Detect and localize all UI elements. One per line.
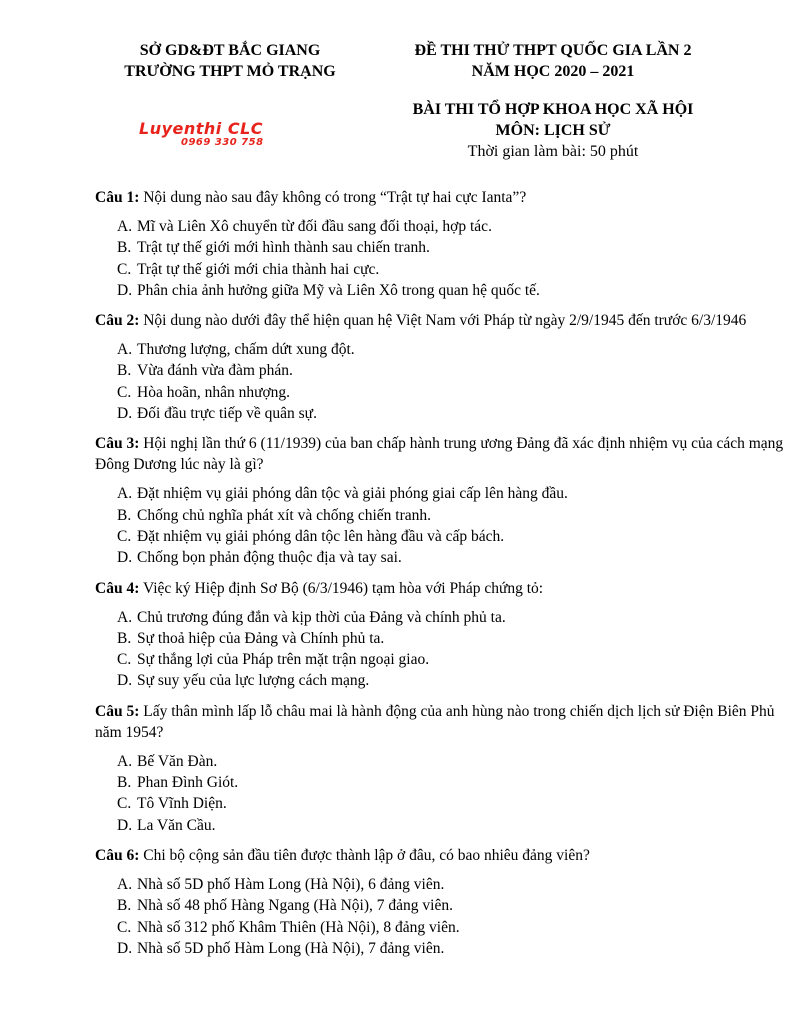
question-6 xyxy=(95,845,785,959)
answer-letter: A. xyxy=(117,218,133,235)
answer-letter: C. xyxy=(117,918,132,936)
answer-text: Phân chia ảnh hưởng giữa Mỹ và Liên Xô trong quan hệ quốc tế. xyxy=(137,281,540,299)
answer-text: La Văn Cầu. xyxy=(137,816,216,834)
answer-letter: C. xyxy=(117,260,132,278)
answer-list xyxy=(117,607,785,692)
answer-letter: B. xyxy=(117,897,132,915)
answer-text: Đối đầu trực tiếp về quân sự. xyxy=(137,405,317,423)
answer-letter: C. xyxy=(117,527,132,545)
school-info xyxy=(95,40,365,82)
answer-text: Sự thoả hiệp của Đảng và Chính phủ ta. xyxy=(137,629,385,647)
answer-text: Nhà số 5D phố Hàm Long (Hà Nội), 6 đảng viên. xyxy=(137,875,445,893)
question-number: Câu 1: xyxy=(95,189,140,206)
answer-letter: B. xyxy=(117,506,132,524)
answer-option xyxy=(117,670,785,691)
answer-letter: B. xyxy=(117,362,132,380)
answer-text: Trật tự thế giới mới hình thành sau chiến tranh. xyxy=(137,239,430,257)
answer-option xyxy=(117,505,785,526)
question-text: Chi bộ cộng sản đầu tiên được thành lập ở đâu, có bao nhiêu đảng viên? xyxy=(143,846,590,864)
answer-option xyxy=(117,938,785,959)
question-stem xyxy=(95,310,785,331)
question-number: Câu 5: xyxy=(95,702,140,720)
answer-letter: B. xyxy=(117,629,132,647)
answer-text: Đặt nhiệm vụ giải phóng dân tộc lên hàng đầu và cấp bách. xyxy=(137,527,505,545)
answer-letter: D. xyxy=(117,939,133,957)
answer-letter: D. xyxy=(117,281,133,299)
question-number: Câu 2: xyxy=(95,312,140,330)
question-text: Nội dung nào dưới đây thể hiện quan hệ Việt Nam với Pháp từ ngày 2/9/1945 đến trước 6/3/1946 xyxy=(143,312,747,330)
answer-letter: B. xyxy=(117,239,132,257)
answer-letter: A. xyxy=(117,752,133,770)
answer-option xyxy=(117,815,785,836)
question-stem xyxy=(95,701,785,743)
answer-letter: D. xyxy=(117,672,133,690)
question-4 xyxy=(95,578,785,692)
answer-letter: A. xyxy=(117,341,133,359)
question-number: Câu 3: xyxy=(95,435,140,453)
exam-info xyxy=(378,40,728,162)
exam-header xyxy=(0,40,800,170)
answer-text: Chống bọn phản động thuộc địa và tay sai. xyxy=(137,549,402,567)
question-stem xyxy=(95,187,785,208)
answer-text: Thương lượng, chấm dứt xung đột. xyxy=(137,341,355,359)
answer-list xyxy=(117,339,785,424)
answer-text: Mĩ và Liên Xô chuyển từ đối đầu sang đối thoại, hợp tác. xyxy=(137,218,492,235)
answer-letter: C. xyxy=(117,651,132,669)
question-number: Câu 6: xyxy=(95,846,140,864)
exam-title: ĐỀ THI THỬ THPT QUỐC GIA LẦN 2 xyxy=(414,42,692,59)
answer-option xyxy=(117,547,785,568)
question-number: Câu 4: xyxy=(95,579,140,597)
question-text: Nội dung nào sau đây không có trong “Trật tự hai cực Ianta”? xyxy=(143,189,527,206)
question-stem xyxy=(95,845,785,866)
answer-text: Bế Văn Đàn. xyxy=(137,752,218,770)
answer-text: Tô Vĩnh Diện. xyxy=(137,795,227,813)
question-stem xyxy=(95,433,785,475)
question-stem xyxy=(95,578,785,599)
answer-option xyxy=(117,382,785,403)
answer-text: Nhà số 48 phố Hàng Ngang (Hà Nội), 7 đảng viên. xyxy=(137,897,453,915)
answer-letter: C. xyxy=(117,795,132,813)
answer-letter: A. xyxy=(117,875,133,893)
answer-option xyxy=(117,874,785,895)
answer-text: Vừa đánh vừa đàm phán. xyxy=(137,362,293,380)
answer-option xyxy=(117,360,785,381)
answer-option xyxy=(117,607,785,628)
answer-text: Chủ trương đúng đắn và kịp thời của Đảng và chính phủ ta. xyxy=(137,608,506,626)
watermark-name: Luyenthi CLC xyxy=(139,119,264,138)
duration: Thời gian làm bài: 50 phút xyxy=(467,143,639,160)
answer-option xyxy=(117,895,785,916)
question-5 xyxy=(95,701,785,836)
test-name: BÀI THI TỔ HỢP KHOA HỌC XÃ HỘI xyxy=(412,101,694,118)
answer-text: Sự thắng lợi của Pháp trên mặt trận ngoại giao. xyxy=(137,651,430,669)
answer-list xyxy=(117,874,785,959)
subject: MÔN: LỊCH SỬ xyxy=(495,122,611,139)
question-list xyxy=(95,187,785,968)
answer-letter: A. xyxy=(117,608,133,626)
answer-letter: A. xyxy=(117,485,133,503)
question-text: Hội nghị lần thứ 6 (11/1939) của ban chấp hành trung ương Đảng đã xác định nhiệm vụ của cách mạng Đông Dương lúc này là gì? xyxy=(95,435,784,474)
answer-option xyxy=(117,483,785,504)
answer-option xyxy=(117,339,785,360)
answer-option xyxy=(117,751,785,772)
answer-letter: D. xyxy=(117,405,133,423)
answer-list xyxy=(117,216,785,301)
question-3 xyxy=(95,433,785,568)
question-text: Việc ký Hiệp định Sơ Bộ (6/3/1946) tạm hòa với Pháp chứng tỏ: xyxy=(142,579,544,597)
answer-text: Sự suy yếu của lực lượng cách mạng. xyxy=(137,672,370,690)
answer-option xyxy=(117,917,785,938)
answer-option xyxy=(117,526,785,547)
answer-option xyxy=(117,216,785,237)
answer-option xyxy=(117,628,785,649)
school-name: TRƯỜNG THPT MỎ TRẠNG xyxy=(124,63,336,80)
watermark-stamp xyxy=(139,119,339,155)
watermark-phone: 0969 330 758 xyxy=(181,137,264,148)
answer-text: Nhà số 312 phố Khâm Thiên (Hà Nội), 8 đảng viên. xyxy=(137,918,460,936)
answer-text: Phan Đình Giót. xyxy=(137,774,239,792)
answer-text: Trật tự thế giới mới chia thành hai cực. xyxy=(137,260,380,278)
answer-text: Chống chủ nghĩa phát xít và chống chiến tranh. xyxy=(137,506,432,524)
answer-list xyxy=(117,483,785,568)
question-1 xyxy=(95,187,785,301)
question-2 xyxy=(95,310,785,424)
answer-letter: D. xyxy=(117,816,133,834)
answer-letter: B. xyxy=(117,774,132,792)
question-text: Lấy thân mình lấp lỗ châu mai là hành động của anh hùng nào trong chiến dịch lịch sử Điện Biên Phủ năm 1954? xyxy=(95,702,775,741)
answer-option xyxy=(117,793,785,814)
school-year: NĂM HỌC 2020 – 2021 xyxy=(471,63,635,80)
answer-text: Hòa hoãn, nhân nhượng. xyxy=(137,383,291,401)
answer-option xyxy=(117,237,785,258)
answer-option xyxy=(117,280,785,301)
answer-option xyxy=(117,772,785,793)
answer-option xyxy=(117,649,785,670)
answer-letter: C. xyxy=(117,383,132,401)
answer-list xyxy=(117,751,785,836)
answer-option xyxy=(117,259,785,280)
answer-text: Nhà số 5D phố Hàm Long (Hà Nội), 7 đảng viên. xyxy=(137,939,445,957)
answer-option xyxy=(117,403,785,424)
answer-text: Đặt nhiệm vụ giải phóng dân tộc và giải phóng giai cấp lên hàng đầu. xyxy=(137,485,568,503)
answer-letter: D. xyxy=(117,549,133,567)
department-name: SỞ GD&ĐT BẮC GIANG xyxy=(139,42,321,59)
